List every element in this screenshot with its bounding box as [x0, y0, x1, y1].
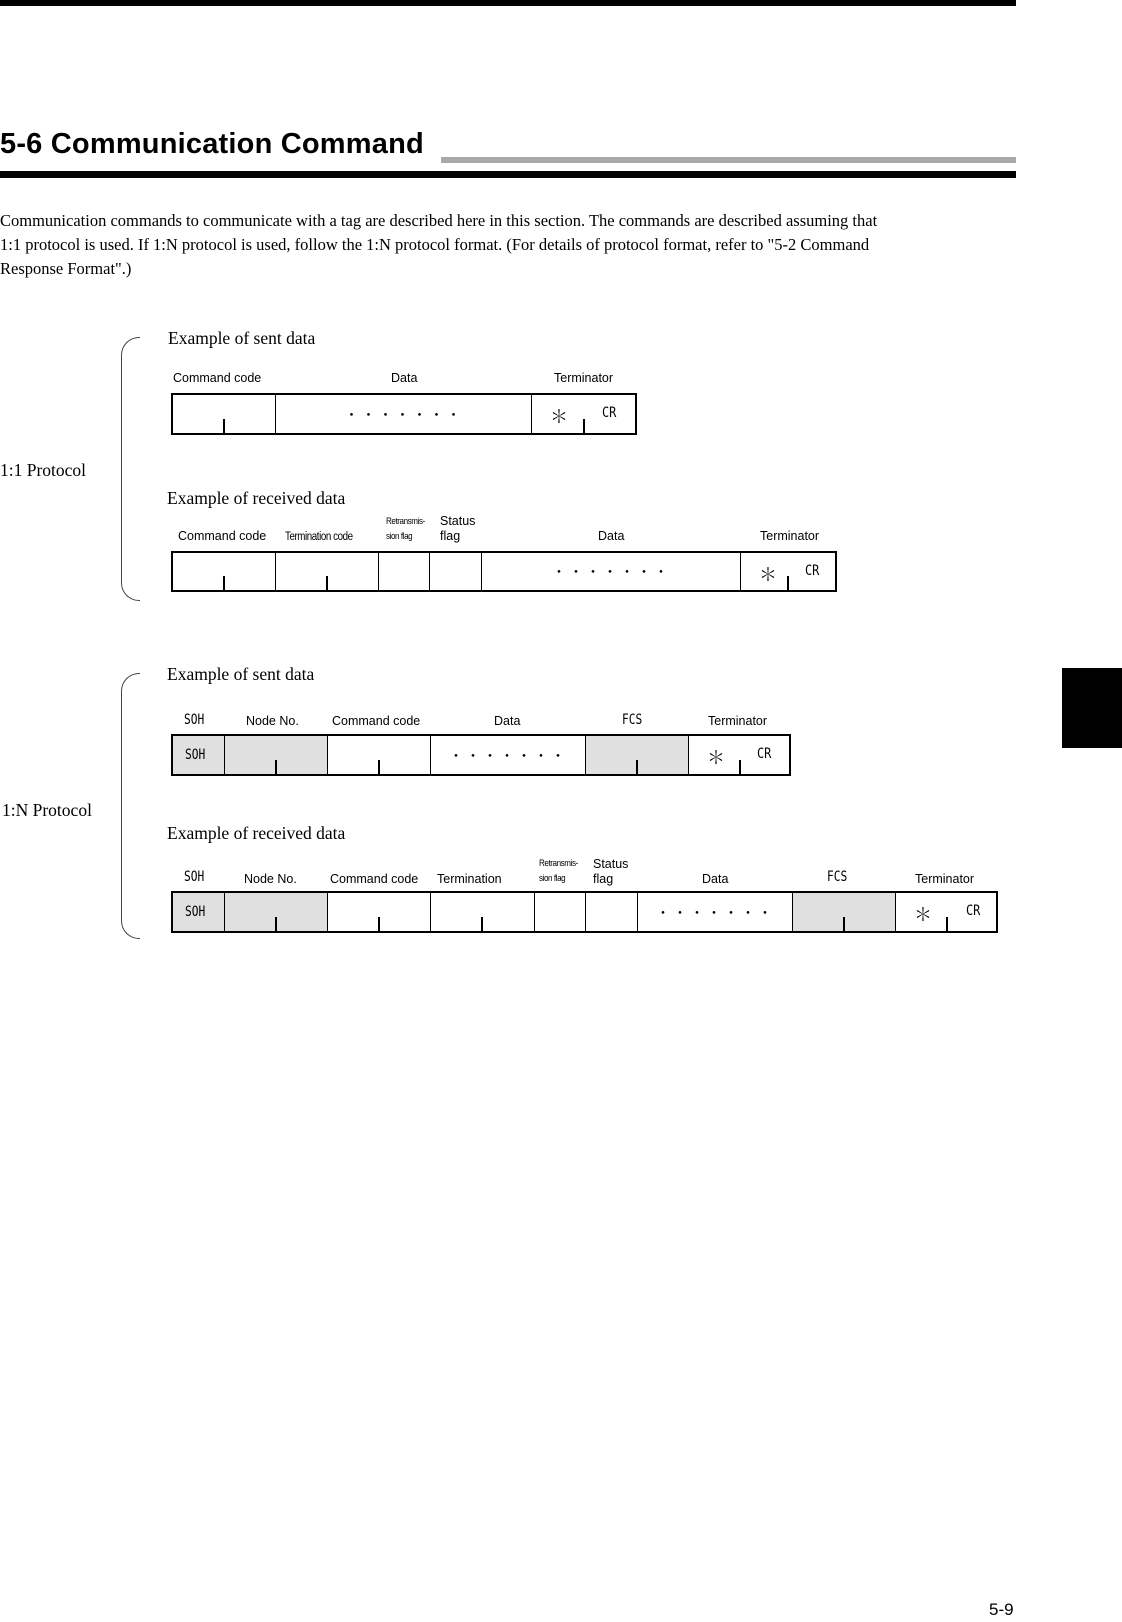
- intro-line: 1:1 protocol is used. If 1:N protocol is used, follow the 1:N protocol format. (For details of protocol format, refer to "5-2 Command: [0, 235, 870, 254]
- field-label-data: Data: [494, 714, 521, 728]
- field-label-command-code: Command code: [173, 371, 262, 385]
- cr-symbol: CR: [757, 746, 772, 762]
- termination-cell: [431, 893, 535, 931]
- sent-frame-1-n: [171, 734, 791, 776]
- data-cell: [276, 395, 532, 433]
- field-label-soh: SOH: [184, 869, 205, 885]
- field-label-retransmission-flag-2: sion flag: [386, 531, 413, 542]
- cr-symbol: CR: [805, 563, 820, 579]
- field-label-terminator: Terminator: [708, 714, 768, 728]
- data-cell: [431, 736, 586, 774]
- fcs-cell: [793, 893, 896, 931]
- header-rule: [0, 0, 1016, 6]
- status-flag-cell: [586, 893, 638, 931]
- star-symbol: ＊: [550, 407, 568, 428]
- cr-symbol: CR: [602, 405, 617, 421]
- received-caption: Example of received data: [167, 488, 346, 508]
- sent-frame-1-1: [171, 393, 637, 435]
- field-label-command-code: Command code: [330, 872, 419, 886]
- field-label-retransmission-flag-1: Retransmis-: [539, 858, 578, 869]
- field-label-node-no: Node No.: [244, 872, 297, 886]
- title-black-rule: [0, 171, 1016, 178]
- field-label-data: Data: [391, 371, 418, 385]
- data-cell: [638, 893, 793, 931]
- field-label-status-flag-2: flag: [593, 872, 614, 886]
- field-label-terminator: Terminator: [915, 872, 975, 886]
- termination-code-cell: [276, 553, 379, 590]
- data-dots: ・・・・・・・: [448, 746, 568, 765]
- field-label-termination: Termination: [437, 872, 502, 886]
- field-label-retransmission-flag-1: Retransmis-: [386, 516, 425, 527]
- command-code-cell: [328, 736, 431, 774]
- protocol-1-n-label: 1:N Protocol: [2, 800, 92, 820]
- protocol-1-n-brace: [121, 673, 140, 939]
- field-label-retransmission-flag-2: sion flag: [539, 873, 566, 884]
- terminator-cell: [896, 893, 996, 931]
- data-cell: [482, 553, 741, 590]
- field-label-terminator: Terminator: [760, 529, 820, 543]
- field-label-fcs: FCS: [827, 869, 848, 885]
- chapter-tab: [1062, 668, 1122, 748]
- field-label-command-code: Command code: [178, 529, 267, 543]
- data-dots: ・・・・・・・: [343, 405, 463, 424]
- star-symbol: ＊: [759, 565, 777, 586]
- node-no-cell: [225, 893, 328, 931]
- terminator-cell: [532, 395, 635, 433]
- page-number: 5-9: [989, 1600, 1014, 1619]
- sent-caption: Example of sent data: [167, 664, 315, 684]
- terminator-cell: [741, 553, 835, 590]
- command-code-cell: [328, 893, 431, 931]
- command-code-cell: [173, 553, 276, 590]
- intro-line: Communication commands to communicate with a tag are described here in this section. The commands are described assuming that: [0, 211, 878, 230]
- status-flag-cell: [430, 553, 482, 590]
- field-label-fcs: FCS: [622, 712, 643, 728]
- data-dots: ・・・・・・・: [655, 903, 775, 922]
- section-title: 5-6 Communication Command: [0, 128, 424, 160]
- field-label-status-flag-1: Status: [440, 514, 476, 528]
- node-no-cell: [225, 736, 328, 774]
- intro-paragraph: [0, 209, 1012, 281]
- received-caption: Example of received data: [167, 823, 346, 843]
- field-label-node-no: Node No.: [246, 714, 299, 728]
- protocol-1-1-label: 1:1 Protocol: [0, 460, 87, 480]
- command-code-cell: [173, 395, 276, 433]
- field-label-command-code: Command code: [332, 714, 421, 728]
- fcs-cell: [586, 736, 689, 774]
- field-label-status-flag-1: Status: [593, 857, 629, 871]
- field-label-data: Data: [598, 529, 625, 543]
- received-frame-1-1: [171, 551, 837, 592]
- cr-symbol: CR: [966, 903, 981, 919]
- title-grey-rule: [441, 157, 1016, 163]
- protocol-1-1-brace: [121, 337, 140, 601]
- field-label-data: Data: [702, 872, 729, 886]
- terminator-cell: [689, 736, 789, 774]
- data-dots: ・・・・・・・: [551, 563, 671, 581]
- soh-text: SOH: [185, 747, 206, 763]
- soh-text: SOH: [185, 904, 206, 920]
- star-symbol: ＊: [707, 748, 725, 769]
- field-label-soh: SOH: [184, 712, 205, 728]
- soh-cell: [173, 736, 225, 774]
- received-frame-1-n: [171, 891, 998, 933]
- soh-cell: [173, 893, 225, 931]
- sent-caption: Example of sent data: [168, 328, 316, 348]
- field-label-status-flag-2: flag: [440, 529, 461, 543]
- retransmission-flag-cell: [535, 893, 586, 931]
- field-label-terminator: Terminator: [554, 371, 614, 385]
- intro-line: Response Format".): [0, 259, 132, 278]
- field-label-termination-code: Termination code: [285, 531, 353, 543]
- star-symbol: ＊: [914, 905, 932, 926]
- retransmission-flag-cell: [379, 553, 430, 590]
